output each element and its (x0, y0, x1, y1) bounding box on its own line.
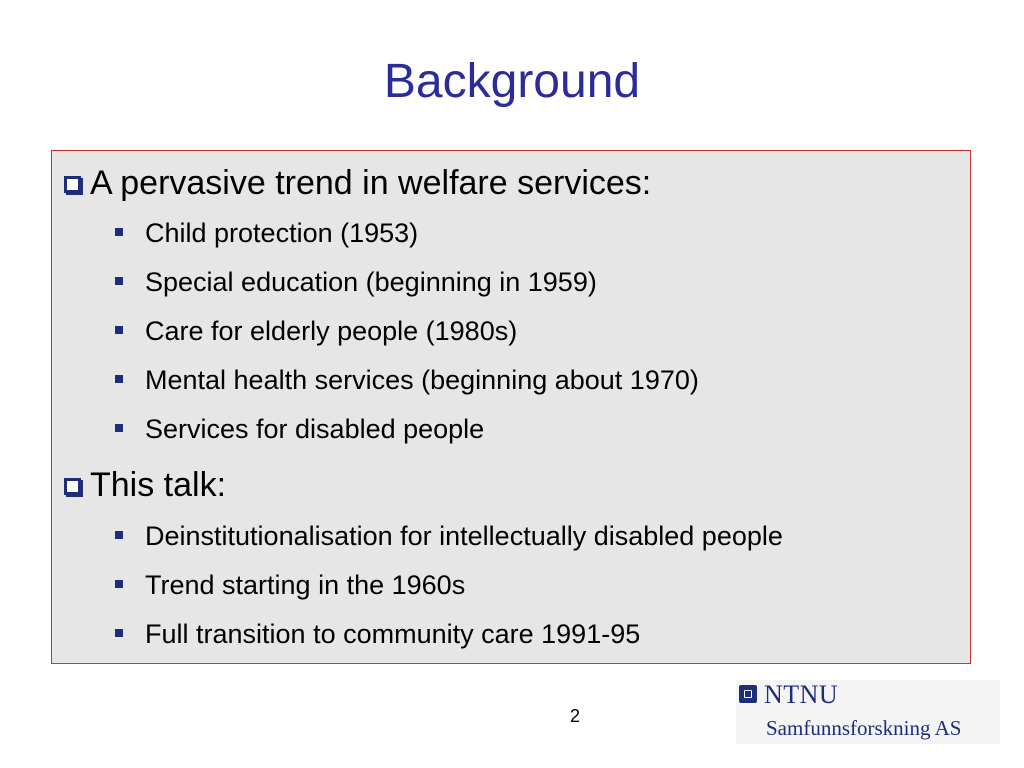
ntnu-logo (736, 680, 1000, 744)
list-item-text: Care for elderly people (1980s) (145, 316, 518, 346)
list-item-text: Child protection (1953) (145, 218, 419, 248)
list-item-text: Trend starting in the 1960s (145, 570, 466, 600)
list-item-text: Deinstitutionalisation for intellectually disabled people (145, 521, 783, 551)
page-number: 2 (569, 706, 580, 726)
checkbox-bullet-icon (64, 478, 81, 495)
section-heading-text: A pervasive trend in welfare services: (90, 164, 652, 202)
section-heading-trend (64, 163, 651, 203)
list-item-text: Mental health services (beginning about 1970) (145, 365, 699, 395)
checkbox-bullet-icon (64, 176, 81, 193)
section-heading-talk (64, 465, 226, 505)
logo-name: NTNU (764, 680, 839, 709)
square-bullet-icon (115, 424, 123, 432)
square-bullet-icon (115, 277, 123, 285)
list-item-text: Special education (beginning in 1959) (145, 267, 597, 297)
square-bullet-icon (115, 326, 123, 334)
list-item-text: Services for disabled people (145, 414, 485, 444)
logo-subtitle: Samfunnsforskning AS (766, 716, 962, 740)
list-item (115, 265, 597, 299)
ntnu-logo-icon (739, 685, 757, 703)
list-item (115, 363, 699, 397)
list-item (115, 216, 418, 250)
section-heading-text: This talk: (90, 466, 227, 504)
list-item (115, 314, 517, 348)
slide-title: Background (383, 55, 641, 108)
square-bullet-icon (115, 580, 123, 588)
list-item (115, 568, 465, 602)
square-bullet-icon (115, 228, 123, 236)
list-item-text: Full transition to community care 1991-95 (145, 619, 641, 649)
square-bullet-icon (115, 531, 123, 539)
content-box (51, 150, 971, 664)
list-item (115, 617, 640, 651)
list-item (115, 519, 783, 553)
square-bullet-icon (115, 375, 123, 383)
list-item (115, 412, 484, 446)
square-bullet-icon (115, 629, 123, 637)
